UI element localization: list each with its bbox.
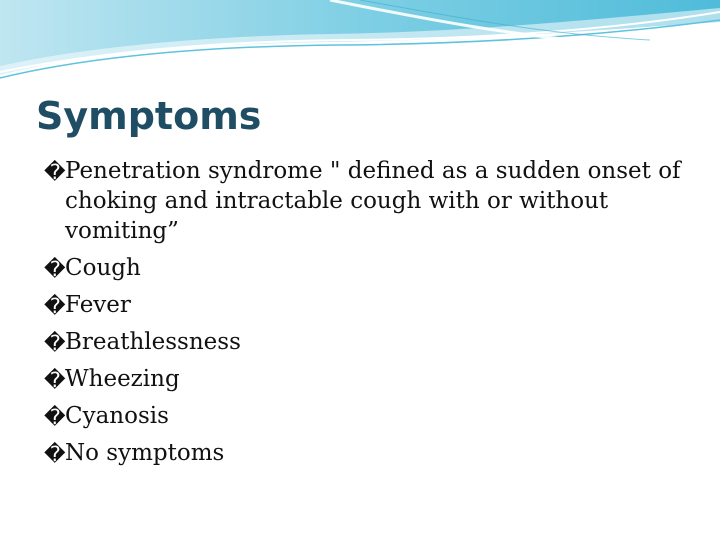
list-item (44, 438, 704, 468)
list-item (44, 156, 704, 246)
bullet-icon: � (44, 405, 66, 429)
bullet-icon: � (44, 442, 66, 466)
bullet-icon: � (44, 294, 66, 318)
slide-title: Symptoms (36, 94, 262, 138)
bullet-icon: � (44, 331, 66, 355)
bullet-text: No symptoms (65, 440, 225, 466)
bullet-list (44, 156, 704, 475)
bullet-text: Cyanosis (65, 403, 169, 429)
bullet-text: Wheezing (65, 366, 180, 392)
list-item (44, 364, 704, 394)
list-item (44, 327, 704, 357)
bullet-text: Cough (65, 255, 141, 281)
list-item (44, 253, 704, 283)
bullet-text: Penetration syndrome " defined as a sudden onset of choking and intractable cough with or without vomiting” (65, 158, 681, 244)
bullet-icon: � (44, 368, 66, 392)
bullet-icon: � (44, 257, 66, 281)
bullet-icon: � (44, 160, 66, 184)
list-item (44, 401, 704, 431)
bullet-text: Fever (65, 292, 131, 318)
bullet-text: Breathlessness (65, 329, 241, 355)
list-item (44, 290, 704, 320)
header-wave-decoration (0, 0, 720, 90)
